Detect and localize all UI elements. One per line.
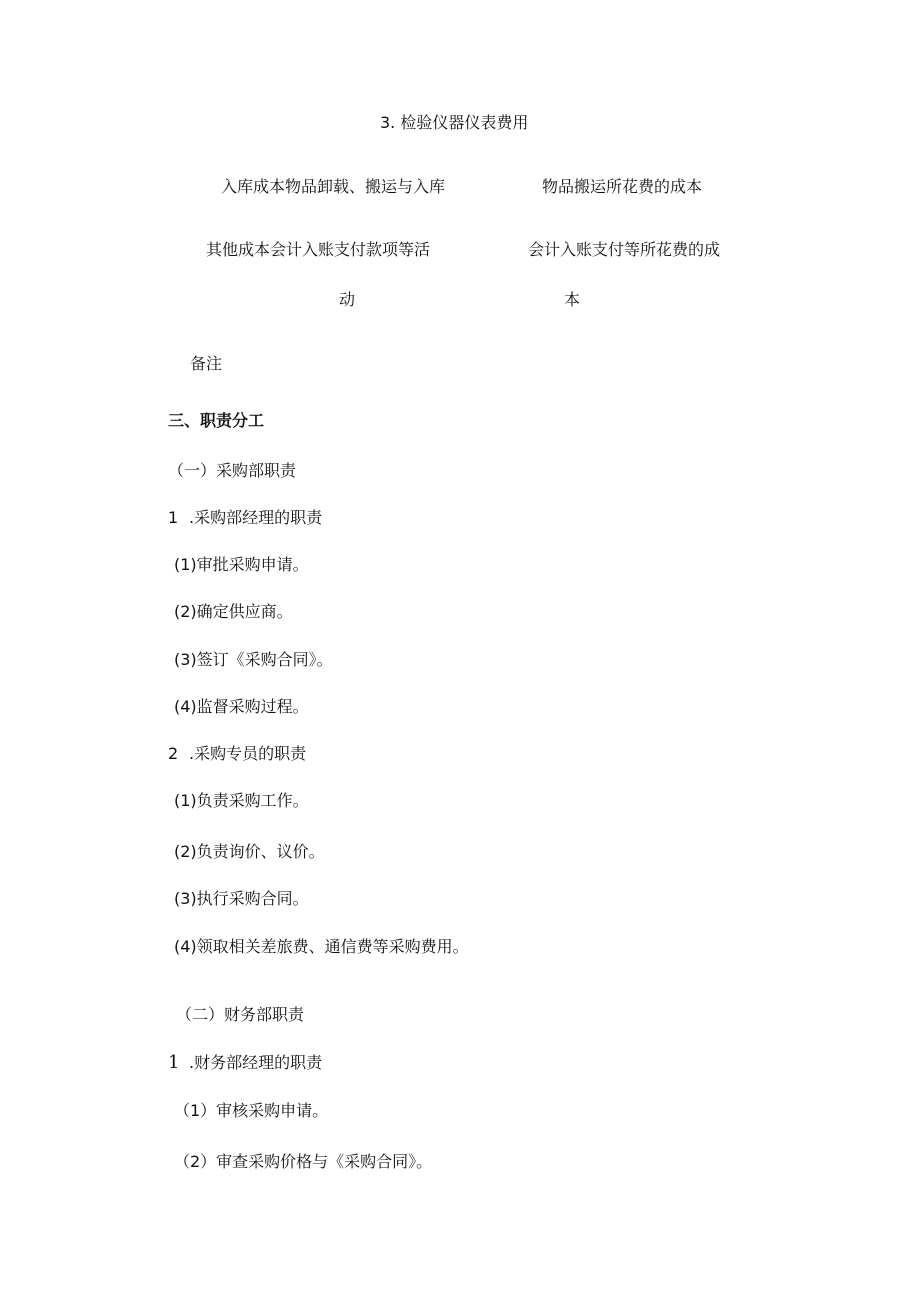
cost-item-inspection-instruments: 3. 检验仪器仪表费用: [380, 113, 529, 132]
list-item: （2）审查采购价格与《采购合同》。: [174, 1152, 433, 1171]
finance-manager-num: 1: [168, 1052, 180, 1073]
list-item: (2)负责询价、议价。: [174, 842, 325, 861]
list-item: (3)签订《采购合同》。: [174, 650, 333, 669]
list-item: (2)确定供应商。: [174, 602, 293, 621]
remark-label: 备注: [190, 354, 223, 373]
list-item: (4)监督采购过程。: [174, 697, 309, 716]
purchasing-manager-num: 1: [168, 508, 179, 527]
list-item: (1)审批采购申请。: [174, 555, 309, 574]
purchasing-heading: （一）采购部职责: [168, 461, 297, 480]
cost-desc-warehousing: 物品搬运所花费的成本: [541, 177, 702, 196]
purchasing-manager-title: .采购部经理的职责: [189, 508, 323, 527]
list-item: （1）审核采购申请。: [174, 1101, 329, 1120]
purchasing-specialist-num: 2: [168, 744, 179, 763]
list-item: (1)负责采购工作。: [174, 791, 309, 810]
finance-manager-title: .财务部经理的职责: [189, 1053, 323, 1072]
list-item: (4)领取相关差旅费、通信费等采购费用。: [174, 937, 469, 956]
finance-heading: （二）财务部职责: [176, 1005, 305, 1024]
cost-item-other-continued: 动: [339, 290, 356, 309]
list-item: (3)执行采购合同。: [174, 889, 309, 908]
cost-item-other: 其他成本会计入账支付款项等活: [205, 240, 430, 259]
cost-desc-other: 会计入账支付等所花费的成: [527, 240, 720, 259]
purchasing-specialist-title: .采购专员的职责: [189, 744, 307, 763]
section-title: 三、职责分工: [168, 411, 265, 430]
cost-item-warehousing: 入库成本物品卸载、搬运与入库: [220, 177, 445, 196]
cost-desc-other-continued: 本: [564, 290, 581, 309]
